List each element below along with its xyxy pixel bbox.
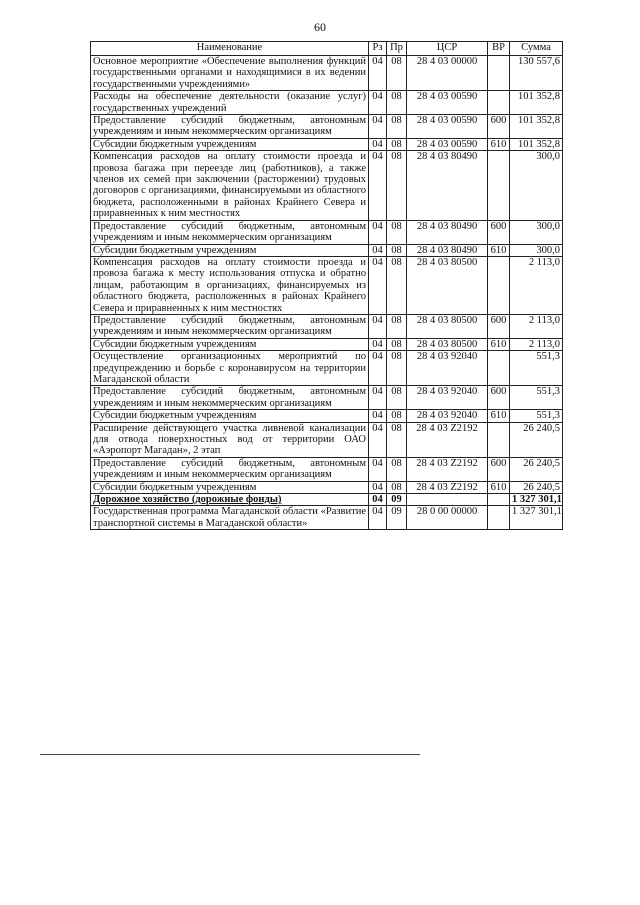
cell-name: Субсидии бюджетным учреждениям bbox=[91, 138, 369, 150]
cell-vr: 610 bbox=[488, 481, 510, 493]
cell-vr bbox=[488, 351, 510, 386]
cell-csr: 28 4 03 80500 bbox=[407, 338, 488, 350]
cell-pr: 08 bbox=[387, 338, 407, 350]
cell-rz: 04 bbox=[369, 220, 387, 244]
cell-sum: 26 240,5 bbox=[510, 481, 563, 493]
table-header-row bbox=[91, 42, 563, 56]
table-row bbox=[91, 494, 563, 506]
table-row bbox=[91, 256, 563, 314]
cell-rz: 04 bbox=[369, 338, 387, 350]
cell-rz: 04 bbox=[369, 256, 387, 314]
cell-vr: 600 bbox=[488, 457, 510, 481]
cell-csr: 28 4 03 00000 bbox=[407, 56, 488, 91]
cell-pr: 08 bbox=[387, 314, 407, 338]
table-row bbox=[91, 338, 563, 350]
cell-csr: 28 4 03 80500 bbox=[407, 314, 488, 338]
cell-pr: 08 bbox=[387, 138, 407, 150]
cell-name: Расходы на обеспечение деятельности (оказание услуг) государственных учреждений bbox=[91, 91, 369, 115]
cell-name: Предоставление субсидий бюджетным, автономным учреждениям и иным некоммерческим организациям bbox=[91, 115, 369, 139]
table-row bbox=[91, 351, 563, 386]
cell-sum: 551,3 bbox=[510, 351, 563, 386]
cell-csr bbox=[407, 494, 488, 506]
cell-csr: 28 4 03 Z2192 bbox=[407, 457, 488, 481]
cell-name: Предоставление субсидий бюджетным, автономным учреждениям и иным некоммерческим организациям bbox=[91, 386, 369, 410]
table-row bbox=[91, 56, 563, 91]
cell-pr: 08 bbox=[387, 481, 407, 493]
cell-name: Субсидии бюджетным учреждениям bbox=[91, 410, 369, 422]
cell-pr: 08 bbox=[387, 410, 407, 422]
cell-rz: 04 bbox=[369, 457, 387, 481]
cell-vr: 600 bbox=[488, 386, 510, 410]
cell-pr: 08 bbox=[387, 220, 407, 244]
header-sum: Сумма bbox=[510, 42, 563, 56]
table-row bbox=[91, 506, 563, 530]
cell-rz: 04 bbox=[369, 115, 387, 139]
cell-pr: 08 bbox=[387, 115, 407, 139]
cell-vr: 610 bbox=[488, 338, 510, 350]
cell-sum: 551,3 bbox=[510, 410, 563, 422]
cell-pr: 08 bbox=[387, 244, 407, 256]
table-body bbox=[91, 56, 563, 530]
cell-name: Компенсация расходов на оплату стоимости проезда и провоза багажа к месту использования отпуска и обратно лицам, работающим в организациях, финансируемых из областного бюджета, расположенных в районах Крайнего Севера и приравненных к ним местностях bbox=[91, 256, 369, 314]
cell-vr bbox=[488, 91, 510, 115]
cell-name: Субсидии бюджетным учреждениям bbox=[91, 338, 369, 350]
table-row bbox=[91, 115, 563, 139]
cell-vr bbox=[488, 56, 510, 91]
cell-sum: 300,0 bbox=[510, 244, 563, 256]
cell-pr: 08 bbox=[387, 422, 407, 457]
cell-vr: 600 bbox=[488, 220, 510, 244]
cell-sum: 130 557,6 bbox=[510, 56, 563, 91]
cell-sum: 300,0 bbox=[510, 151, 563, 220]
cell-sum: 101 352,8 bbox=[510, 115, 563, 139]
cell-sum: 26 240,5 bbox=[510, 457, 563, 481]
cell-rz: 04 bbox=[369, 410, 387, 422]
table-row bbox=[91, 151, 563, 220]
cell-rz: 04 bbox=[369, 151, 387, 220]
cell-csr: 28 4 03 92040 bbox=[407, 386, 488, 410]
cell-name: Расширение действующего участка ливневой канализации для отвода поверхностных вод от территории ОАО «Аэропорт Магадан», 2 этап bbox=[91, 422, 369, 457]
cell-csr: 28 0 00 00000 bbox=[407, 506, 488, 530]
cell-name: Государственная программа Магаданской области «Развитие транспортной системы в Магаданской области» bbox=[91, 506, 369, 530]
cell-vr bbox=[488, 151, 510, 220]
cell-sum: 551,3 bbox=[510, 386, 563, 410]
header-vr: ВР bbox=[488, 42, 510, 56]
cell-vr: 600 bbox=[488, 115, 510, 139]
cell-name: Дорожное хозяйство (дорожные фонды) bbox=[91, 494, 369, 506]
cell-pr: 08 bbox=[387, 91, 407, 115]
cell-csr: 28 4 03 Z2192 bbox=[407, 422, 488, 457]
cell-name: Субсидии бюджетным учреждениям bbox=[91, 481, 369, 493]
cell-rz: 04 bbox=[369, 481, 387, 493]
page-number: 60 bbox=[314, 20, 326, 34]
cell-pr: 09 bbox=[387, 494, 407, 506]
table-row bbox=[91, 314, 563, 338]
header-name: Наименование bbox=[91, 42, 369, 56]
cell-sum: 2 113,0 bbox=[510, 256, 563, 314]
cell-rz: 04 bbox=[369, 422, 387, 457]
cell-csr: 28 4 03 00590 bbox=[407, 115, 488, 139]
table-row bbox=[91, 481, 563, 493]
table-row bbox=[91, 410, 563, 422]
table-row bbox=[91, 422, 563, 457]
cell-vr bbox=[488, 422, 510, 457]
cell-rz: 04 bbox=[369, 351, 387, 386]
cell-name: Компенсация расходов на оплату стоимости проезда и провоза багажа при переезде лиц (работников), а также членов их семей при заключении (расторжении) трудовых договоров с организациями, финансируемыми из областного бюджета, расположенными в районах Крайнего Севера и приравненных к ним местностях bbox=[91, 151, 369, 220]
cell-vr: 610 bbox=[488, 244, 510, 256]
table-row bbox=[91, 457, 563, 481]
cell-pr: 08 bbox=[387, 457, 407, 481]
table-row bbox=[91, 386, 563, 410]
cell-sum: 26 240,5 bbox=[510, 422, 563, 457]
cell-sum: 2 113,0 bbox=[510, 314, 563, 338]
table-row bbox=[91, 91, 563, 115]
header-csr: ЦСР bbox=[407, 42, 488, 56]
cell-rz: 04 bbox=[369, 314, 387, 338]
cell-csr: 28 4 03 92040 bbox=[407, 410, 488, 422]
cell-rz: 04 bbox=[369, 138, 387, 150]
cell-csr: 28 4 03 80500 bbox=[407, 256, 488, 314]
cell-rz: 04 bbox=[369, 386, 387, 410]
table-row bbox=[91, 220, 563, 244]
cell-rz: 04 bbox=[369, 56, 387, 91]
cell-sum: 1 327 301,1 bbox=[510, 506, 563, 530]
cell-vr: 600 bbox=[488, 314, 510, 338]
cell-sum: 101 352,8 bbox=[510, 91, 563, 115]
cell-vr bbox=[488, 494, 510, 506]
cell-name: Предоставление субсидий бюджетным, автономным учреждениям и иным некоммерческим организациям bbox=[91, 220, 369, 244]
cell-sum: 101 352,8 bbox=[510, 138, 563, 150]
cell-pr: 08 bbox=[387, 256, 407, 314]
cell-sum: 300,0 bbox=[510, 220, 563, 244]
cell-vr bbox=[488, 506, 510, 530]
cell-pr: 08 bbox=[387, 386, 407, 410]
cell-rz: 04 bbox=[369, 494, 387, 506]
cell-csr: 28 4 03 00590 bbox=[407, 138, 488, 150]
header-rz: Рз bbox=[369, 42, 387, 56]
table-row bbox=[91, 244, 563, 256]
cell-csr: 28 4 03 92040 bbox=[407, 351, 488, 386]
cell-csr: 28 4 03 80490 bbox=[407, 220, 488, 244]
cell-rz: 04 bbox=[369, 244, 387, 256]
cell-pr: 08 bbox=[387, 351, 407, 386]
cell-vr: 610 bbox=[488, 410, 510, 422]
table-row bbox=[91, 138, 563, 150]
cell-pr: 09 bbox=[387, 506, 407, 530]
cell-rz: 04 bbox=[369, 506, 387, 530]
cell-pr: 08 bbox=[387, 151, 407, 220]
cell-csr: 28 4 03 Z2192 bbox=[407, 481, 488, 493]
header-pr: Пр bbox=[387, 42, 407, 56]
cell-pr: 08 bbox=[387, 56, 407, 91]
cell-csr: 28 4 03 80490 bbox=[407, 151, 488, 220]
cell-name: Предоставление субсидий бюджетным, автономным учреждениям и иным некоммерческим организациям bbox=[91, 314, 369, 338]
cell-vr: 610 bbox=[488, 138, 510, 150]
cell-vr bbox=[488, 256, 510, 314]
cell-sum: 1 327 301,1 bbox=[510, 494, 563, 506]
cell-sum: 2 113,0 bbox=[510, 338, 563, 350]
cell-name: Субсидии бюджетным учреждениям bbox=[91, 244, 369, 256]
cell-rz: 04 bbox=[369, 91, 387, 115]
budget-table bbox=[90, 41, 563, 530]
cell-name: Осуществление организационных мероприятий по предупреждению и борьбе с коронавирусом на территории Магаданской области bbox=[91, 351, 369, 386]
cell-name: Предоставление субсидий бюджетным, автономным учреждениям и иным некоммерческим организациям bbox=[91, 457, 369, 481]
cell-name: Основное мероприятие «Обеспечение выполнения функций государственными органами и находящимися в их ведении государственными учреждениями» bbox=[91, 56, 369, 91]
cell-csr: 28 4 03 00590 bbox=[407, 91, 488, 115]
cell-csr: 28 4 03 80490 bbox=[407, 244, 488, 256]
footer-divider bbox=[40, 754, 420, 755]
